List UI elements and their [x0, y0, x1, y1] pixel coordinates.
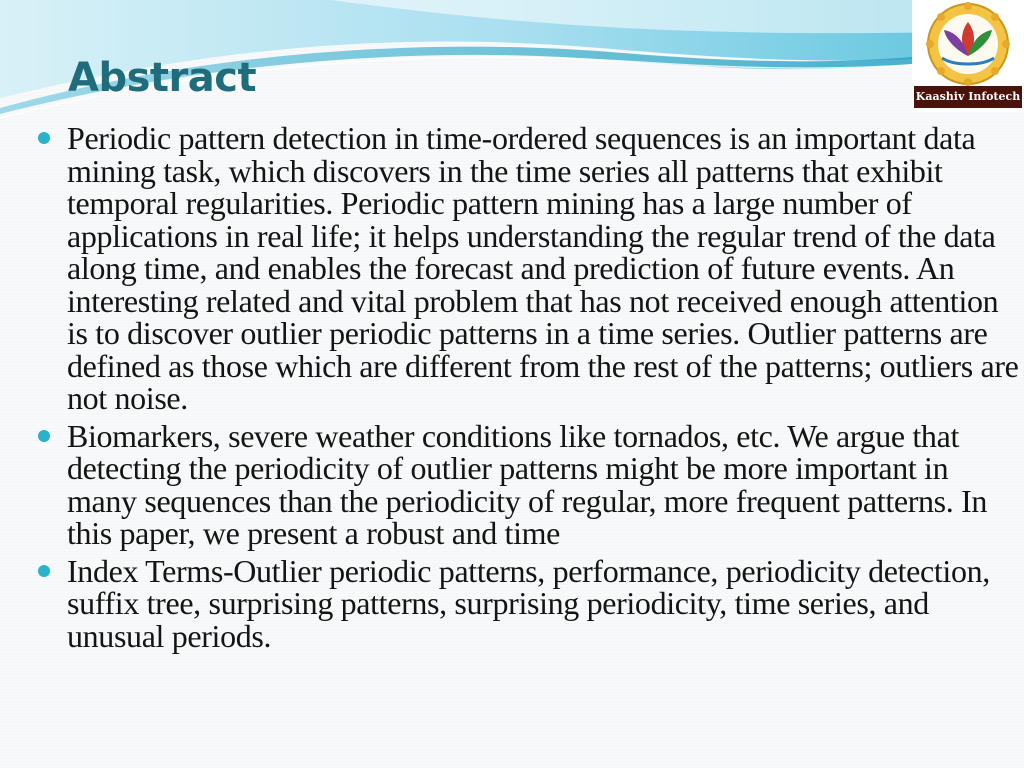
- bullet-dot-icon: [38, 565, 50, 577]
- bullet-text: Index Terms-Outlier periodic patterns, performance, periodicity detection, suffix tree, surprising patterns, surprising periodicity, time series, and unusual periods.: [67, 552, 990, 654]
- bullet-item: [36, 122, 1020, 415]
- logo-text: Kaashiv Infotech: [914, 86, 1022, 108]
- bullet-item: [36, 552, 1020, 654]
- bullet-text: Biomarkers, severe weather conditions like tornados, etc. We argue that detecting the periodicity of outlier patterns might be more important in many sequences than the periodicity of regular, more frequent patterns. In this paper, we present a robust and time: [67, 417, 988, 551]
- bullet-dot-icon: [38, 132, 50, 144]
- bullet-list: [36, 122, 1020, 657]
- bullet-item: [36, 417, 1020, 551]
- bullet-dot-icon: [38, 430, 50, 442]
- bullet-text: Periodic pattern detection in time-ordered sequences is an important data mining task, which discovers in the time series all patterns that exhibit temporal regularities. Periodic pattern mining has a large number of applications in real life; it helps understanding the regular trend of the data along time, and enables the forecast and prediction of future events. An interesting related and vital problem that has not received enough attention is to discover outlier periodic patterns in a time series. Outlier patterns are defined as those which are different from the rest of the patterns; outliers are not noise.: [67, 120, 1019, 416]
- lotus-logo-icon: [912, 0, 1024, 88]
- company-logo: [912, 0, 1024, 112]
- slide-title: Abstract: [68, 55, 257, 101]
